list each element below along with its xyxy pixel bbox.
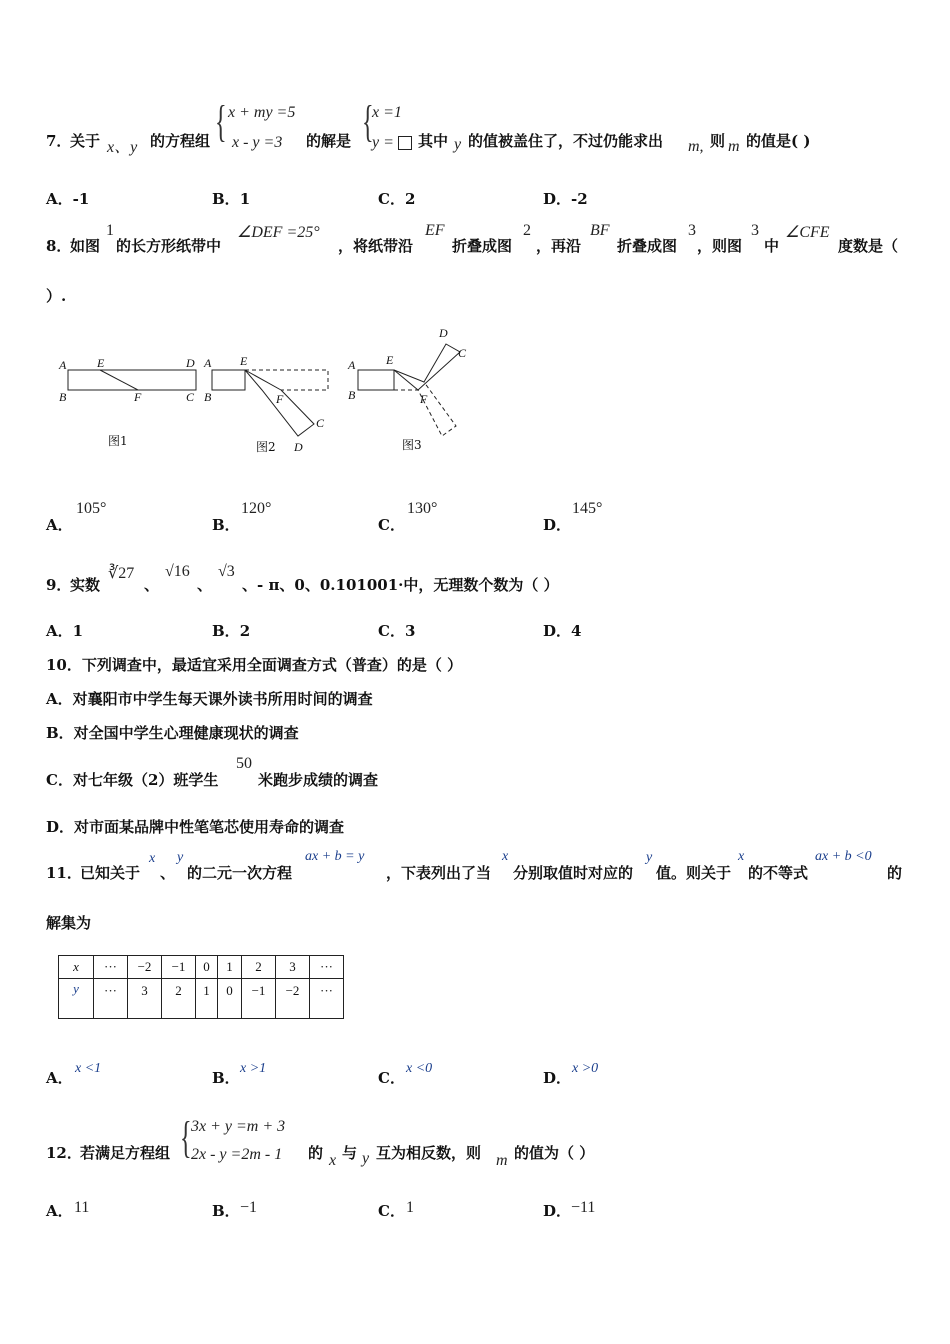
fig3-label: A [348,358,356,372]
q12-var-x: x [329,1152,337,1169]
option-d-value[interactable]: −11 [571,1199,596,1216]
option-d-value[interactable]: x >0 [572,1061,599,1076]
option-c[interactable]: C．2 [378,190,416,208]
option-d[interactable]: D．对市面某品牌中性笔笔芯使用寿命的调查 [46,818,345,836]
q8-text: ，再沿 [536,237,582,255]
q8-text: 的长方形纸带中 [116,237,222,255]
fig2-label: A [204,356,212,370]
q8-text: ）. [46,287,67,305]
q7-text: 关于 [70,132,101,150]
table-row: x ··· −2 −1 0 1 2 3 ··· [59,956,344,979]
q12-equation-1: 3x + y =m + 3 [191,1118,286,1135]
option-a-label[interactable]: A． [46,1202,73,1220]
q7-text: 则 [710,132,726,150]
q7-var-m: m [728,138,740,155]
option-c-number: 50 [236,755,252,772]
q7-var-y: y [454,136,462,153]
q8-text: 如图 [70,237,101,255]
q11-text: 的 [887,864,903,882]
q8-number: 8． [46,237,72,255]
option-a-value[interactable]: x <1 [75,1061,102,1076]
q8-text: 中 [764,237,780,255]
left-brace-icon: { [215,97,227,146]
q11-text: 分别取值时对应的 [513,864,634,882]
fig1-label: D [186,356,195,370]
xy-value-table [58,955,344,1019]
option-b[interactable]: B．2 [212,622,251,640]
fig1-label: E [97,356,105,370]
q8-text: 折叠成图 [452,237,513,255]
fig3-label: F [420,392,428,406]
option-b-value[interactable]: −1 [240,1199,258,1216]
option-a[interactable]: A．对襄阳市中学生每天课外读书所用时间的调查 [46,690,373,708]
q8-angle-cfe: ∠CFE [785,224,830,241]
option-a-label[interactable]: A． [46,516,73,534]
q12-text: 互为相反数，则 [376,1144,482,1162]
left-brace-icon: { [362,97,374,146]
table-row: y ··· 3 2 1 0 −1 −2 ··· [59,979,344,1019]
option-a-label[interactable]: A． [46,1069,73,1087]
fig2-label: E [240,354,248,368]
q11-text: 已知关于 [80,864,141,882]
q11-var-y: y [646,850,653,865]
fig1-label: F [134,390,142,404]
q11-equation: ax + b = y [305,849,365,864]
option-b-value[interactable]: 120° [241,500,272,517]
q12-var-y: y [362,1150,370,1167]
option-a-value[interactable]: 11 [74,1199,90,1216]
q7-text: 的值是( ) [746,132,811,150]
q12-text: 的 [308,1144,324,1162]
q11-inequality: ax + b <0 [815,849,872,864]
q9-sqrt-16: √16 [165,563,190,580]
fig3-label: B [348,388,356,402]
option-b-label[interactable]: B． [212,1202,240,1220]
option-c[interactable]: C．对七年级（2）班学生 [46,771,219,789]
q7-equation-1: x + my =5 [228,104,296,121]
option-d[interactable]: D．4 [543,622,582,640]
q11-var-x: x [149,851,156,866]
q7-text: 的值被盖住了，不过仍能求出 [468,132,664,150]
fig1-label: C [186,390,195,404]
q11-text: ，下表列出了当 [386,864,492,882]
q7-solution-1: x =1 [372,104,402,121]
option-a-value[interactable]: 105° [76,500,107,517]
q11-var-x: x [738,849,745,864]
fig3-label: C [458,346,467,360]
fig1-label: B [59,390,67,404]
option-d-value[interactable]: 145° [572,500,603,517]
q7-vars: x、y [107,139,138,156]
q11-text: 的二元一次方程 [187,864,293,882]
q11-var-y: y [177,850,184,865]
q9-sep: 、 [144,576,160,594]
option-c-label[interactable]: C． [378,1069,405,1087]
q12-equation-2: 2x - y =2m - 1 [191,1146,283,1163]
q9-cube-root: ∛27 [108,565,135,582]
option-a[interactable]: A．1 [46,622,84,640]
q9-text: 实数 [70,576,101,594]
fig2-caption: 图2 [256,440,276,454]
q8-fig-num: 3 [751,222,759,239]
q8-fig-num: 2 [523,222,531,239]
option-a[interactable]: A．-1 [46,190,90,208]
q7-text: 其中 [418,132,449,150]
q8-fig-num: 3 [688,222,696,239]
q9-sqrt-3: √3 [218,563,235,580]
q11-var-x: x [502,849,509,864]
q8-text: ，将纸带沿 [338,237,414,255]
q7-equation-2: x - y =3 [232,134,283,151]
fig3-caption: 图3 [402,438,422,452]
fig2-label: D [294,440,303,454]
option-c-text: 米跑步成绩的调查 [258,771,379,789]
q8-text: ，则图 [697,237,743,255]
q12-number: 12． [46,1144,82,1162]
q11-sep: 、 [160,864,176,882]
q8-fig-num: 1 [106,222,114,239]
option-c[interactable]: C．3 [378,622,416,640]
q7-text: 的解是 [306,132,352,150]
q11-text: 的不等式 [748,864,809,882]
q8-text: 度数是（ [838,237,899,255]
q12-text: 若满足方程组 [80,1144,171,1162]
option-b[interactable]: B．对全国中学生心理健康现状的调查 [46,724,299,742]
q7-var-m: m, [688,138,704,155]
q7-text: 的方程组 [150,132,211,150]
fig2-label: B [204,390,212,404]
q9-sep: 、 [197,576,213,594]
fig1-label: A [59,358,67,372]
q10-stem: 10．下列调查中，最适宜采用全面调查方式（普查）的是（ ） [46,656,463,674]
option-c-value[interactable]: 130° [407,500,438,517]
fig1-caption: 图1 [108,434,128,448]
left-brace-icon: { [180,1113,192,1162]
q8-angle-def: ∠DEF =25° [237,224,320,241]
option-c-value[interactable]: x <0 [406,1061,433,1076]
q11-text: 解集为 [46,914,92,932]
option-c-label[interactable]: C． [378,1202,405,1220]
option-d[interactable]: D．-2 [543,190,588,208]
option-d-label[interactable]: D． [543,1069,572,1087]
q12-text: 与 [342,1144,358,1162]
option-c-label[interactable]: C． [378,516,405,534]
q11-text: 值。则关于 [656,864,732,882]
option-c-value[interactable]: 1 [406,1199,414,1216]
q9-text: 、- π、0、0.101001·中，无理数个数为（ ） [242,576,559,594]
option-b-value[interactable]: x >1 [240,1061,267,1076]
q7-solution-2: y = [372,134,394,151]
q11-number: 11． [46,864,82,882]
q9-number: 9． [46,576,72,594]
fig2-label: F [276,392,284,406]
fig2-label: C [316,416,325,430]
q8-ef: EF [425,222,445,239]
q12-text: 的值为（ ） [514,1144,595,1162]
option-d-label[interactable]: D． [543,516,572,534]
covered-box-icon [398,136,412,150]
option-d-label[interactable]: D． [543,1202,572,1220]
fig3-label: D [439,326,448,340]
q12-var-m: m [496,1152,508,1169]
q7-number: 7． [46,132,72,150]
q8-text: 折叠成图 [617,237,678,255]
fig3-label: E [386,353,394,367]
q8-bf: BF [590,222,610,239]
option-b-label[interactable]: B． [212,1069,240,1087]
option-b-label[interactable]: B． [212,516,240,534]
option-b[interactable]: B．1 [212,190,251,208]
